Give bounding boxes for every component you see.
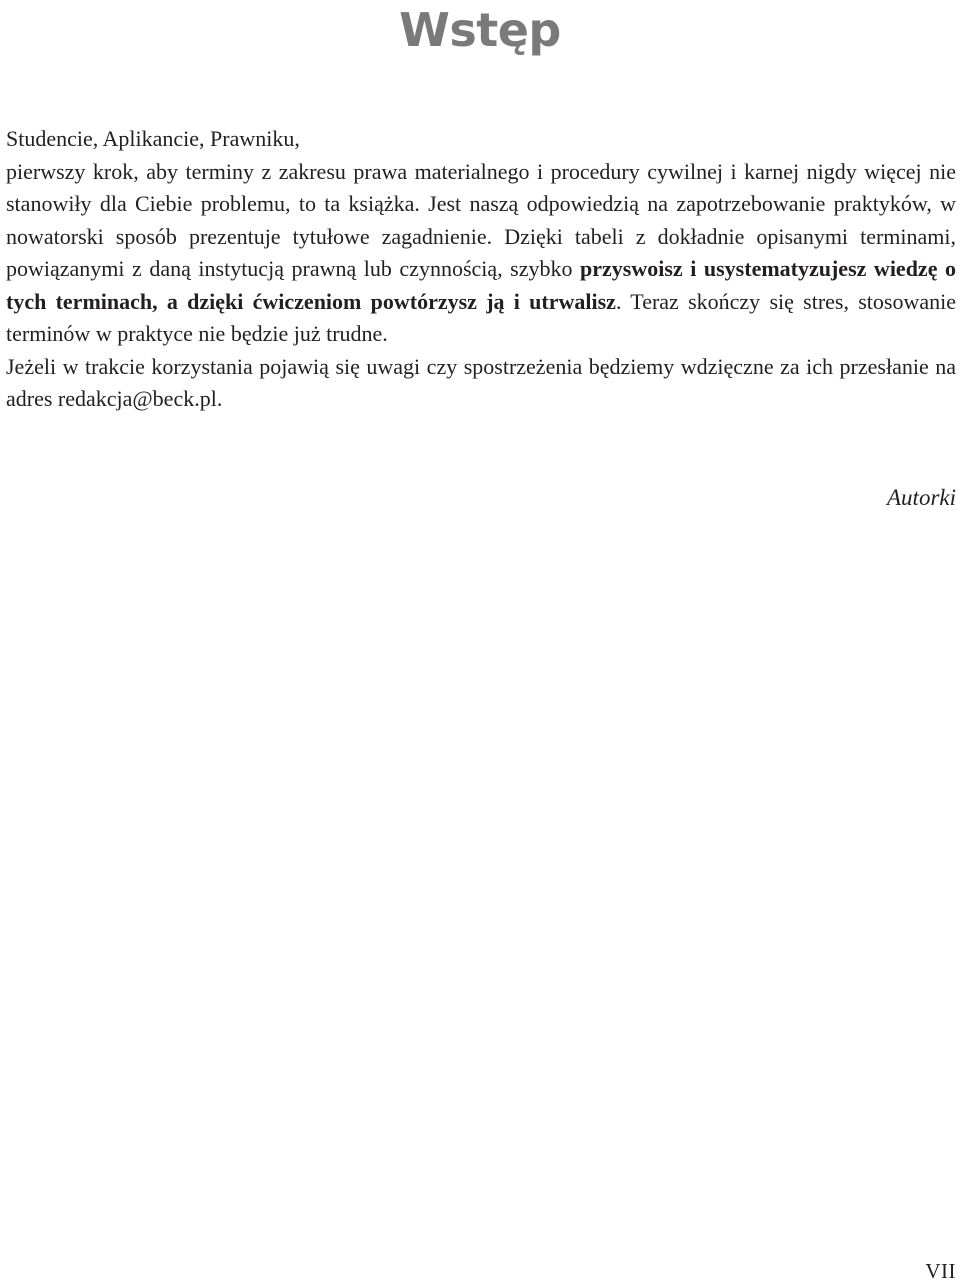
main-paragraph <box>6 156 956 351</box>
body-text <box>6 123 956 416</box>
page-number: VII <box>925 1259 956 1283</box>
salutation: Studencie, Aplikancie, Prawniku, <box>6 126 300 151</box>
page-title: Wstęp <box>399 3 561 57</box>
main-paragraph-outro: . Teraz skończy się stres, stosowanie terminów w praktyce nie będzie już trudne. <box>6 288 956 346</box>
main-paragraph-intro: pierwszy krok, aby terminy z zakresu prawa materialnego i procedury cywilnej i karnej nigdy więcej nie stanowiły dla Ciebie problemu, to ta książka. Jest naszą odpowiedzią na zapotrzebowanie praktyków, w nowatorski sposób prezentuje tytułowe zagadnienie. Dzięki tabeli z dokładnie opisanymi terminami, powiązanymi z daną instytucją prawną lub czynnością, szybko <box>6 158 956 281</box>
signature: Autorki <box>887 485 956 510</box>
contact-paragraph: Jeżeli w trakcie korzystania pojawią się uwagi czy spostrzeżenia będziemy wdzięczne za ich przesłanie na adres redakcja@beck.pl. <box>6 353 956 411</box>
main-paragraph-emphasis: przyswoisz i usystematyzujesz wiedzę o tych terminach, a dzięki ćwiczeniom powtórzysz ją i utrwalisz <box>6 256 956 314</box>
